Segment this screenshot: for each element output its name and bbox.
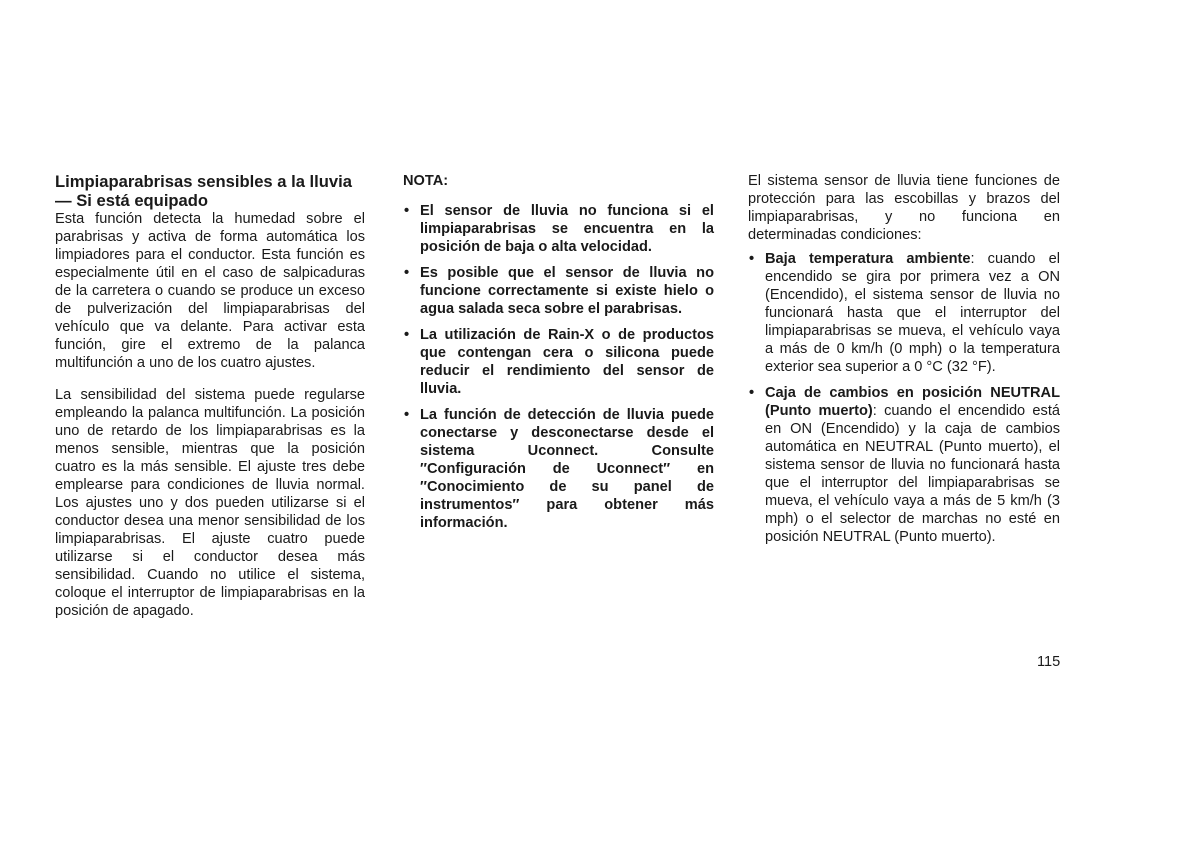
right-column — [748, 172, 1060, 554]
note-item — [403, 406, 714, 532]
note-item — [403, 264, 714, 318]
left-column — [55, 172, 365, 630]
note-text: La función de detección de lluvia puede conectarse y desconectarse desde el sistema Uconnect. Consulte ″Configuración de Uconnect″ en ″Conocimiento de su panel de instrumentos″ para obtener más información. — [420, 407, 714, 531]
condition-item — [748, 384, 1060, 546]
condition-term: Baja temperatura ambiente — [765, 251, 971, 267]
condition-term: Caja de cambios en posición NEUTRAL (Punto muerto) — [765, 385, 1060, 419]
bullet-icon: • — [749, 385, 755, 401]
note-item — [403, 202, 714, 256]
note-text: Es posible que el sensor de lluvia no funcione correctamente si existe hielo o agua salada seca sobre el parabrisas. — [420, 265, 714, 317]
note-label: NOTA: — [403, 173, 449, 189]
intro-paragraph: Esta función detecta la humedad sobre el parabrisas y activa de forma automática los limpiadores para el conductor. Esta función es especialmente útil en el caso de salpicaduras de la carretera o cuando se produce un exceso de pulverización del limpiaparabrisas del vehículo que va delante. Para activar esta función, gire el extremo de la palanca multifunción a uno de los cuatro ajustes. — [55, 211, 365, 371]
note-text: El sensor de lluvia no funciona si el limpiaparabrisas se encuentra en la posición de baja o alta velocidad. — [420, 203, 714, 255]
middle-column — [403, 172, 714, 540]
bullet-icon: • — [749, 251, 755, 267]
note-item — [403, 326, 714, 398]
page-number: 115 — [1037, 654, 1061, 670]
condition-item — [748, 250, 1060, 376]
condition-text: : cuando el encendido se gira por primera vez a ON (Encendido), el sistema sensor de lluvia no funcionará hasta que el interruptor del limpiaparabrisas se mueva, el vehículo vaya a más de 0 km/h (0 mph) o la temperatura exterior sea superior a 0 °C (32 °F). — [765, 251, 1061, 375]
note-list — [403, 202, 714, 532]
bullet-icon: • — [404, 407, 410, 423]
bullet-icon: • — [404, 265, 410, 281]
condition-text: : cuando el encendido está en ON (Encendido) y la caja de cambios automática en NEUTRAL (Punto muerto), el sistema sensor de lluvia no funcionará hasta que el interruptor del limpiaparabrisas se mueva, el vehículo vaya a más de 5 km/h (3 mph) o el selector de marchas no esté en posición NEUTRAL (Punto muerto). — [765, 403, 1061, 545]
section-title: Limpiaparabrisas sensibles a la lluvia — Si está equipado — [55, 172, 352, 210]
protection-intro: El sistema sensor de lluvia tiene funciones de protección para las escobillas y brazos del limpiaparabrisas, y no funciona en determinadas condiciones: — [748, 173, 1060, 243]
sensitivity-paragraph: La sensibilidad del sistema puede regularse empleando la palanca multifunción. La posición uno de retardo de los limpiaparabrisas es la menos sensible, mientras que la posición cuatro es la más sensible. El ajuste tres debe emplearse para condiciones de lluvia normal. Los ajustes uno y dos pueden utilizarse si el conductor desea una menor sensibilidad de los limpiaparabrisas. El ajuste cuatro puede utilizarse si el conductor desea más sensibilidad. Cuando no utilice el sistema, coloque el interruptor de limpiaparabrisas en la posición de apagado. — [55, 387, 365, 619]
condition-list — [748, 250, 1060, 546]
bullet-icon: • — [404, 327, 410, 343]
bullet-icon: • — [404, 203, 410, 219]
note-text: La utilización de Rain-X o de productos que contengan cera o silicona puede reducir el rendimiento del sensor de lluvia. — [420, 327, 714, 397]
